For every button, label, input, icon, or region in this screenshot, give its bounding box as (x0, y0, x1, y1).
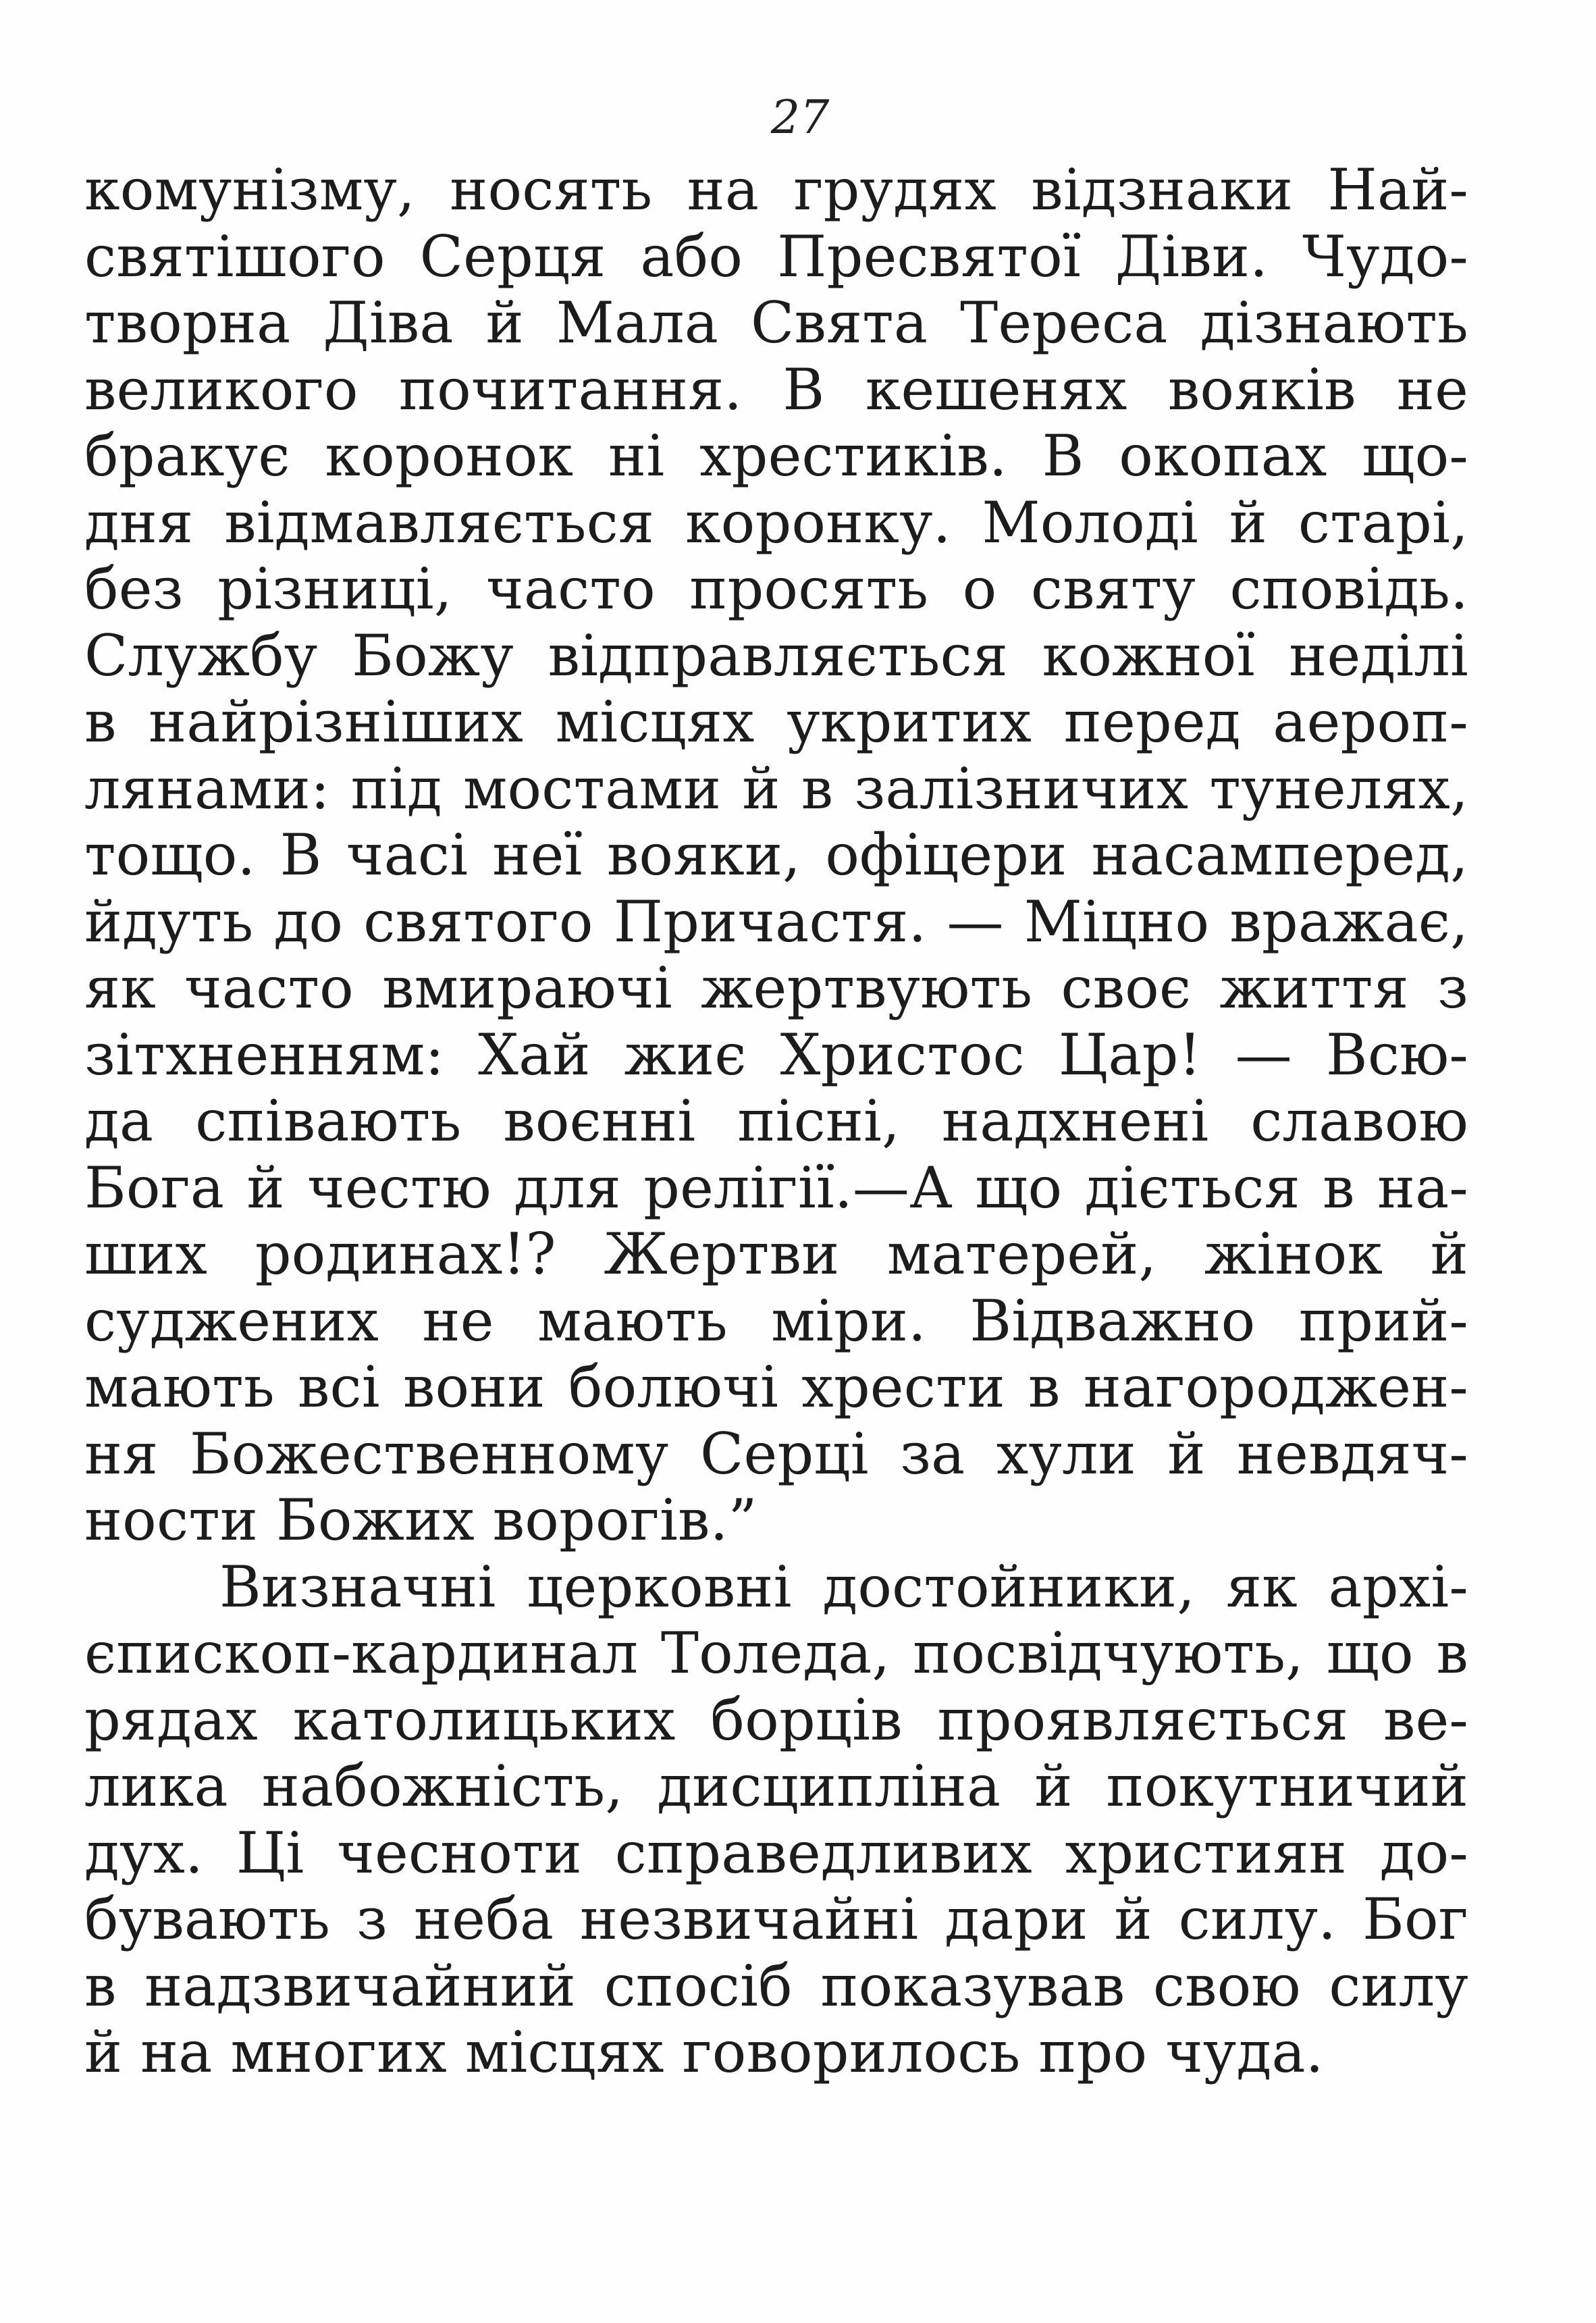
text-line: Бога й честю для релігії.—А що діється в на- (84, 1154, 1468, 1221)
text-line: без різниці, часто просять о святу сповідь. (84, 556, 1468, 622)
text-line: єпископ-кардинал Толеда, посвідчують, що в (84, 1620, 1468, 1686)
text-line: да співають воєнні пісні, надхнені славою (84, 1088, 1468, 1154)
text-line: рядах католицьких борців проявляється ве- (84, 1686, 1468, 1753)
body-text (84, 157, 1468, 2086)
text-line: дух. Ці чесноти справедливих християн до- (84, 1819, 1468, 1886)
paragraph-2 (84, 1554, 1468, 2086)
text-line: лика набожність, дисципліна й покутничий (84, 1753, 1468, 1819)
text-line: лянами: під мостами й в залізничих тунелях, (84, 755, 1468, 822)
text-line: Службу Божу відправляється кожної неділі (84, 622, 1468, 689)
text-line: святішого Серця або Пресвятої Діви. Чудо- (84, 223, 1468, 290)
text-line: мають всі вони болючі хрести в нагороджен- (84, 1354, 1468, 1420)
text-line: в надзвичайний спосіб показував свою силу (84, 1952, 1468, 2019)
text-line: комунізму, носять на грудях відзнаки Най- (84, 157, 1468, 223)
text-line: дня відмавляється коронку. Молоді й старі, (84, 489, 1468, 556)
text-line: Визначні церковні достойники, як архі- (219, 1553, 1468, 1620)
text-line: тощо. В часі неї вояки, офіцери насамперед, (84, 822, 1468, 888)
text-line: творна Діва й Мала Свята Тереса дізнають (84, 290, 1468, 356)
text-line: в найрізніших місцях укритих перед аероп- (84, 689, 1468, 755)
text-line: бувають з неба незвичайні дари й силу. Бог (84, 1886, 1468, 1952)
text-line: бракує коронок ні хрестиків. В окопах що- (84, 423, 1468, 489)
text-line: ности Божих ворогів.” (84, 1487, 757, 1553)
text-line: й на многих місцях говорилось про чуда. (84, 2019, 1324, 2085)
text-line: суджених не мають міри. Відважно прий- (84, 1287, 1468, 1354)
text-line: зітхненням: Хай жиє Христос Цар! — Всю- (84, 1021, 1468, 1088)
text-line: великого почитання. В кешенях вояків не (84, 356, 1468, 423)
text-line: йдуть до святого Причастя. — Міцно вражає, (84, 888, 1468, 955)
page-number: 27 (770, 91, 830, 145)
text-line: як часто вмираючі жертвують своє життя з (84, 955, 1468, 1021)
text-line: ших родинах!? Жертви матерей, жінок й (84, 1221, 1468, 1287)
paragraph-1 (84, 157, 1468, 1554)
text-line: ня Божественному Серці за хули й невдяч- (84, 1420, 1468, 1487)
